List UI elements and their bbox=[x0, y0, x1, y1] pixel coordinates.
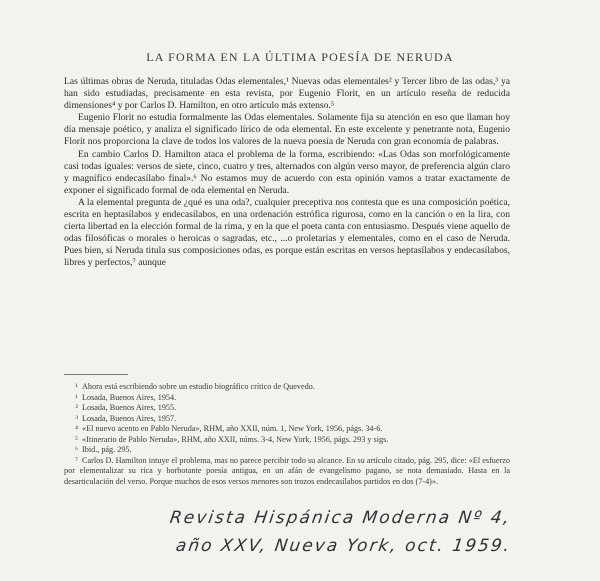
footnote-number: ⁴ bbox=[75, 424, 78, 433]
footnote-number: ³ bbox=[75, 413, 78, 423]
body-paragraph: A la elemental pregunta de ¿qué es una oda?, cualquier preceptiva nos contesta que es una composición poética, escrita en heptasílabos y endecasílabos, en una ordenación estrófica rigurosa, como en la canción o en la lira, con cierta libertad en la elección formal de la rima, y en la que el poeta canta con entusiasmo. Después viene aquello de odas filosóficas o morales o heroicas o sagradas, etc., ...o proletarias y elementales, como en el caso de Neruda. Pues bien, si Neruda titula sus composiciones odas, es porque están escritas en versos heptasílabos y endecasílabos, libres y perfectos,⁷ aunque bbox=[64, 196, 510, 269]
footnote-divider bbox=[64, 374, 128, 375]
footnote-number: ⁶ bbox=[75, 445, 78, 454]
handwritten-citation-line-1: Revista Hispánica Moderna Nº 4, bbox=[168, 508, 513, 528]
footnotes bbox=[64, 382, 510, 487]
footnote bbox=[64, 382, 510, 393]
footnote bbox=[64, 414, 510, 425]
handwritten-citation-line-2: año XXV, Nueva York, oct. 1959. bbox=[174, 536, 513, 556]
footnote bbox=[64, 393, 510, 404]
article-title: LA FORMA EN LA ÚLTIMA POESÍA DE NERUDA bbox=[146, 50, 454, 64]
footnote bbox=[64, 435, 510, 446]
footnote-text: Losada, Buenos Aires, 1957. bbox=[82, 413, 177, 423]
footnote-number: ⁵ bbox=[75, 434, 78, 444]
footnote-text: Ibid., pág. 295. bbox=[82, 445, 132, 454]
footnote-number: ¹ bbox=[75, 382, 78, 391]
footnote-number: ¹ bbox=[75, 392, 78, 402]
footnote-text: Losada, Buenos Aires, 1955. bbox=[82, 403, 177, 412]
footnote bbox=[64, 403, 510, 414]
footnote-text: Losada, Buenos Aires, 1954. bbox=[82, 392, 177, 402]
body-paragraph: En cambio Carlos D. Hamilton ataca el problema de la forma, escribiendo: «Las Odas son morfológicamente casi todas iguales: versos de siete, cinco, cuatro y tres, alternados con algún verso mayor, de preferencia algún claro y magnífico endecasílabo final».⁶ No estamos muy de acuerdo con esta opinión vamos a tratar exactamente de exponer el significado formal de oda elemental en Neruda. bbox=[64, 148, 510, 196]
article-body bbox=[64, 76, 510, 270]
footnote-text: Ahora está escribiendo sobre un estudio biográfico crítico de Quevedo. bbox=[82, 382, 315, 391]
footnote bbox=[64, 456, 510, 488]
footnote-number: ⁷ bbox=[75, 455, 78, 465]
footnote bbox=[64, 424, 510, 435]
body-paragraph: Eugenio Florit no estudia formalmente las Odas elementales. Solamente fija su atención en eso que llaman hoy día mensaje poético, y analiza el significado lírico de oda elemental. En este excelente y penetrante nota, Eugenio Florit nos proporciona la clave de todos los valores de la nueva poesía de Neruda con gran economía de palabras. bbox=[64, 112, 510, 148]
footnote-text: «El nuevo acento en Pablo Neruda», RHM, año XXII, núm. 1, New York, 1956, págs. 34-6. bbox=[82, 424, 383, 433]
footnote-text: «Itinerario de Pablo Neruda», RHM, año XXII, núms. 3-4, New York, 1956, págs. 293 y sigs. bbox=[82, 434, 389, 444]
footnote-number: ² bbox=[75, 403, 78, 412]
footnote bbox=[64, 445, 510, 456]
footnote-text: Carlos D. Hamilton intuye el problema, mas no parece percibir todo su alcance. En su artículo citado, pág. 295, dice: «El esfuerzo por elementalizar su rica y borbotante poesía antigua, en un afán de evangelismo pagano, se nota demasiado. Hasta en la desarticulación del verso. Porque muchos de esos versos menores son trozos endecasílabos partidos en dos (7-4)». bbox=[64, 455, 510, 486]
body-paragraph: Las últimas obras de Neruda, tituladas Odas elementales,¹ Nuevas odas elementales² y Tercer libro de las odas,³ ya han sido estudiadas, precisamente en esta revista, por Eugenio Florit, en un artículo reseña de reducida dimensiones⁴ y por Carlos D. Hamilton, en otro artículo más extenso.⁵ bbox=[64, 76, 510, 112]
